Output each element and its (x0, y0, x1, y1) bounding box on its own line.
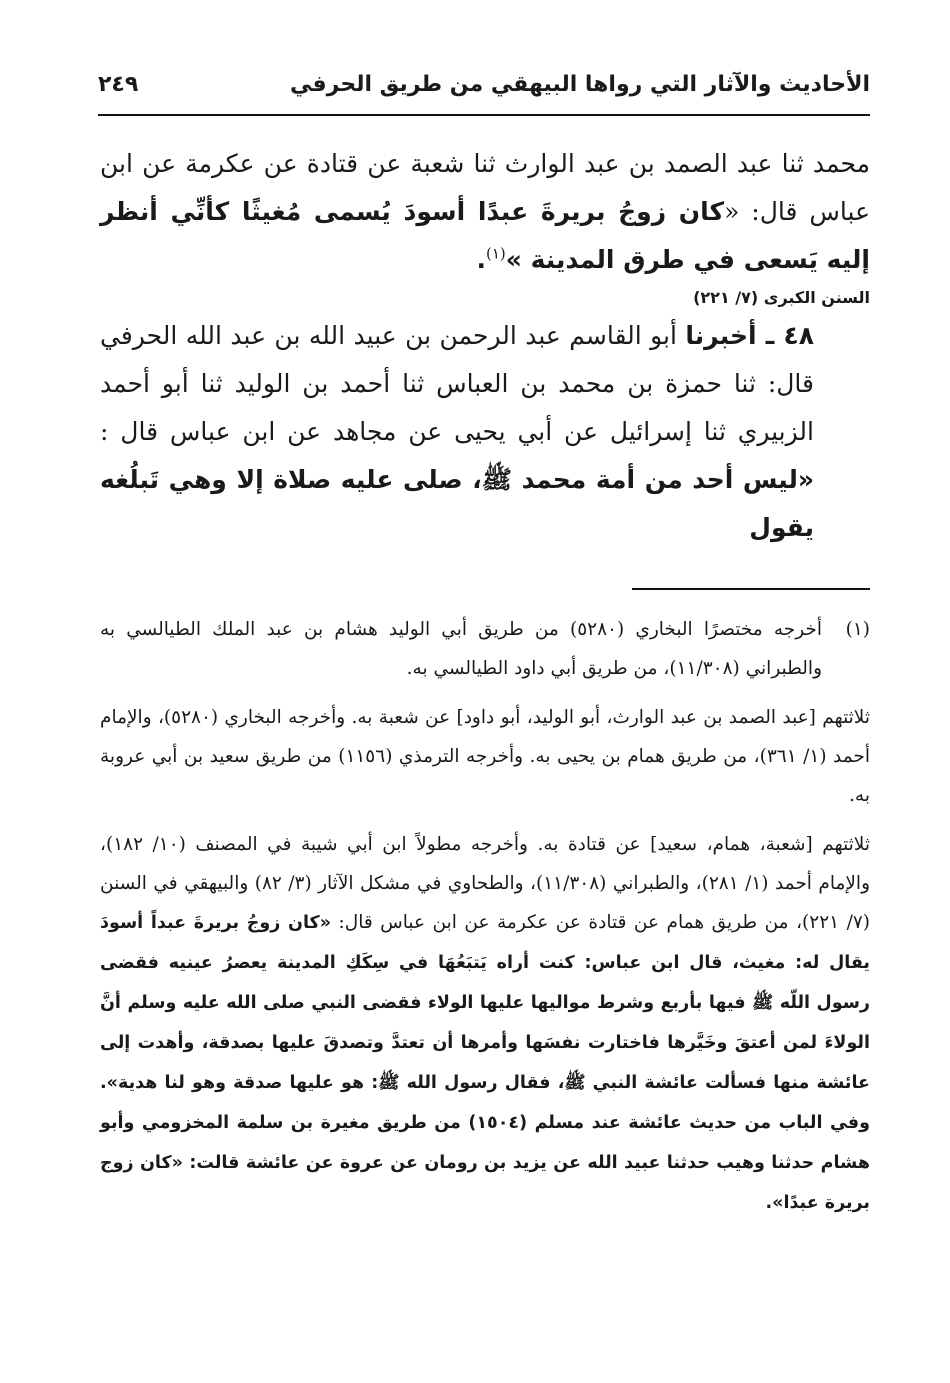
isnad-text: محمد ثنا عبد الصمد بن عبد الوارث ثنا شعبة عن قتادة عن عكرمة عن ابن عباس قال: « (100, 149, 870, 226)
main-text (100, 140, 870, 552)
footnote-separator (632, 588, 870, 590)
sentence-end: . (476, 245, 486, 274)
footnote-paragraph: ثلاثتهم [عبد الصمد بن عبد الوارث، أبو الوليد، أبو داود] عن شعبة به. وأخرجه البخاري (٥٢٨٠)، والإمام أحمد (١/ ٣٦١)، من طريق همام بن يحيى به. وأخرجه الترمذي (١١٥٦) من طريق سعيد بن أبي عروبة به. (100, 707, 870, 806)
footnote-1 (100, 610, 870, 688)
footnote-paragraph (100, 825, 870, 1223)
hadith-number: ٤٨ ـ أخبرنا (685, 321, 814, 350)
matn-text: «ليس أحد من أمة محمد ﷺ، صلى عليه صلاة إلا وهي تَبلُغه يقول (100, 465, 814, 542)
header-rule (98, 114, 870, 116)
page-number: ٢٤٩ (98, 71, 139, 97)
footnote-paragraph: أخرجه مختصرًا البخاري (٥٢٨٠) من طريق أبي الوليد هشام بن عبد الملك الطيالسي به والطبراني (١١/٣٠٨)، من طريق أبي داود الطيالسي به. (100, 619, 822, 679)
hadith-48-paragraph (100, 312, 870, 552)
quote-close: » (505, 245, 531, 274)
matn-text: كان زوجُ بريرةَ عبدًا أسودَ يُسمى مُغيثًا كأنِّي أنظر إليه يَسعى في طرق المدينة (100, 197, 870, 274)
hadith-47-paragraph (100, 140, 870, 284)
footnotes (100, 610, 870, 1223)
footnote-marker: (١) (845, 619, 870, 640)
footnote-text: ثلاثتهم [شعبة، همام، سعيد] عن قتادة به. وأخرجه مطولاً ابن أبي شيبة في المصنف (١٠/ ١٨٢)، والإمام أحمد (١/ ٢٨١)، والطبراني (١١/٣٠٨)، والطحاوي في مشكل الآثار (٣/ ٨٢) والبيهقي في السنن (٧/ ٢٢١)، من طريق همام عن قتادة عن عكرمة عن ابن عباس قال: (100, 834, 871, 933)
running-title: الأحاديث والآثار التي رواها البيهقي من طريق الحرفي (289, 71, 870, 97)
footnote-ref[interactable]: (١) (485, 244, 506, 263)
source-citation: السنن الكبرى (٧/ ٢٢١) (693, 288, 870, 307)
isnad-text: أبو القاسم عبد الرحمن بن عبيد الله بن عبد الله الحرفي قال: ثنا حمزة بن محمد بن العباس ثنا أحمد بن الوليد ثنا أبو أحمد الزبيري ثنا إسرائيل عن أبي يحيى عن مجاهد عن ابن عباس قال : (100, 321, 814, 446)
page-header (98, 62, 870, 106)
footnote-quote: «كان زوجُ بريرةَ عبداً أسودَ يقال له: مغيث، قال ابن عباس: كنت أراه يَتبَعُهَا في سِكَكِ المدينة يعصرُ عينيه فقضى رسول اللّه ﷺ فيها بأربع وشرط مواليها عليها الولاء فقضى النبي صلى الله عليه وسلم أنَّ الولاءَ لمن أعتقَ وخَيَّرها فاختارت نفسَها وأمرها أن تعتدَّ وتصدقَ عليها بصدقة، وأهدت إلى عائشة منها فسألت عائشة النبي ﷺ، فقال رسول الله ﷺ: هو عليها صدقة وهو لنا هدية». وفي الباب من حديث عائشة عند مسلم (١٥٠٤) من طريق مغيرة بن سلمة المخزومي وأبو هشام حدثنا وهيب حدثنا عبيد الله عن يزيد بن رومان عن عروة عن عائشة قالت: «كان زوج بريرة عبدًا». (100, 913, 870, 1213)
